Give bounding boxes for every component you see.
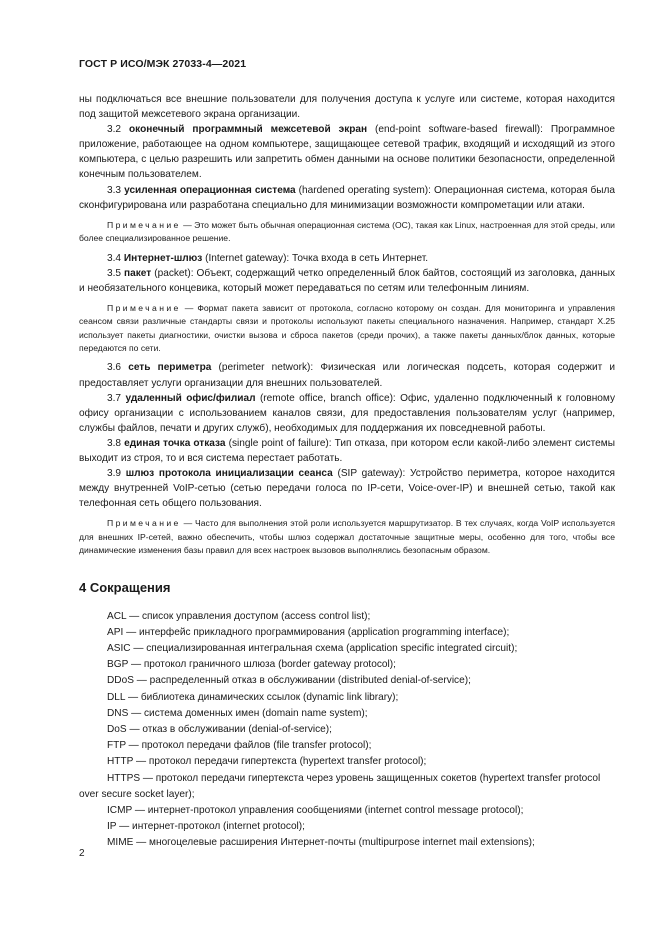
definition-3-6: 3.6 сеть периметра (perimeter network): Физическая или логическая подсеть, которая содержит и предоставляет услуги организации для внешних пользователей. (79, 362, 615, 389)
abbreviation-item: DLL — библиотека динамических ссылок (dynamic link library); (107, 691, 399, 703)
abbreviation-item: DoS — отказ в обслуживании (denial-of-service); (107, 724, 332, 736)
term: оконечный программный межсетевой экран (128, 124, 368, 136)
abbreviation-item: IP — интернет-протокол (internet protocol); (107, 821, 305, 833)
abbreviation-list (79, 609, 615, 852)
paragraph-continuation: ны подключаться все внешние пользователи для получения доступа к услуге или системе, которая находится под защитой межсетевого экрана организации. (79, 94, 615, 121)
page-number: 2 (79, 848, 85, 859)
abbreviation-item: ASIC — специализированная интегральная схема (application specific integrated circuit); (107, 643, 518, 655)
document-body (79, 92, 615, 852)
abbreviation-item: HTTP — протокол передачи гипертекста (hypertext transfer protocol); (107, 756, 427, 768)
note-label: Примечание (107, 518, 181, 529)
abbreviation-item: ACL — список управления доступом (access control list); (107, 610, 371, 622)
abbreviation-item: HTTPS — протокол передачи гипертекста через уровень защищенных сокетов (hypertext transfer protocol over secure socket layer); (79, 772, 601, 800)
definition-3-2: 3.2 оконечный программный межсетевой экран (end-point software-based firewall): Программное приложение, работающее на одном компьютере, защищающее сетевой трафик, входящий и исходящий из этого компьютера, с целью разрешить или запретить обмен данными на основе политики безопасности, определенной конечным пользователем. (79, 124, 615, 181)
abbreviation-item: FTP — протокол передачи файлов (file transfer protocol); (107, 740, 372, 752)
term: усиленная операционная система (124, 184, 296, 196)
note-3: Примечание — Часто для выполнения этой роли используется маршрутизатор. В тех случаях, когда VoIP используется для внешних IP-сетей, важно обеспечить, чтобы шлюз содержал достаточные защитные меры, особенно для того, чтобы все динамические изменения базы правил для всех настроек вызовов выполнялись безопасным образом. (79, 518, 615, 556)
term: шлюз протокола инициализации сеанса (125, 468, 333, 480)
term: единая точка отказа (124, 437, 226, 449)
definition-3-9: 3.9 шлюз протокола инициализации сеанса (SIP gateway): Устройство периметра, которое находится между внутренней VoIP-сетью (сетью передачи голоса по IP-сети, Voice-over-IP) и внешней сетью, такой как телефонная сеть общего пользования. (79, 468, 615, 510)
term: удаленный офис/филиал (125, 392, 256, 404)
note-label: Примечание (107, 219, 181, 230)
term: пакет (124, 267, 152, 279)
note-label: Примечание (107, 302, 181, 313)
term: сеть периметра (128, 362, 212, 374)
definition-3-7: 3.7 удаленный офис/филиал (remote office, branch office): Офис, удаленно подключенный к головному офису организации с использованием каналов связи, для предоставления пользователям услуг (например, службы файлов, печати и других служб), необходимых для поддержания их повседневной работы. (79, 392, 615, 434)
definition-3-8: 3.8 единая точка отказа (single point of failure): Тип отказа, при котором если какой-либо элемент системы выходит из строя, то и вся система перестает работать. (79, 437, 615, 465)
abbreviation-item: MIME — многоцелевые расширения Интернет-почты (multipurpose internet mail extensions); (107, 837, 535, 849)
abbreviation-item: API — интерфейс прикладного программирования (application programming interface); (107, 626, 510, 638)
abbreviation-item: DNS — система доменных имен (domain name system); (107, 707, 368, 719)
abbreviation-item: BGP — протокол граничного шлюза (border gateway protocol); (107, 659, 396, 671)
abbreviation-item: ICMP — интернет-протокол управления сообщениями (internet control message protocol); (107, 805, 524, 817)
note-2: Примечание — Формат пакета зависит от протокола, согласно которому он создан. Для мониторинга и управления сеансом связи различные стандарты связи и протоколы используют пакеты специального назначения. Например, стандарт X.25 использует пакеты диагностики, очистки вызова и сброса пакетов (среди прочих), а также пакеты данных/блок данных, которые передаются по сети. (79, 302, 615, 354)
section-heading: 4 Сокращения (79, 579, 171, 595)
document-header: ГОСТ Р ИСО/МЭК 27033-4—2021 (79, 58, 247, 70)
note-1: Примечание — Это может быть обычная операционная система (ОС), такая как Linux, настроенная для этой среды, или более специализированное решение. (79, 219, 615, 244)
definition-3-3: 3.3 усиленная операционная система (hardened operating system): Операционная система, которая была сконфигурирована или разработана специально для минимизации возможности компрометации или атаки. (79, 184, 615, 211)
definition-3-4: 3.4 Интернет-шлюз (Internet gateway): Точка входа в сеть Интернет. (107, 252, 429, 264)
abbreviation-item: DDoS — распределенный отказ в обслуживании (distributed denial-of-service); (107, 675, 471, 687)
definition-3-5: 3.5 пакет (packet): Объект, содержащий четко определенный блок байтов, состоящий из заголовка, данных и необязательного концевика, который может передаваться по сетям или телефонным линиям. (79, 267, 615, 294)
term: Интернет-шлюз (123, 252, 203, 264)
